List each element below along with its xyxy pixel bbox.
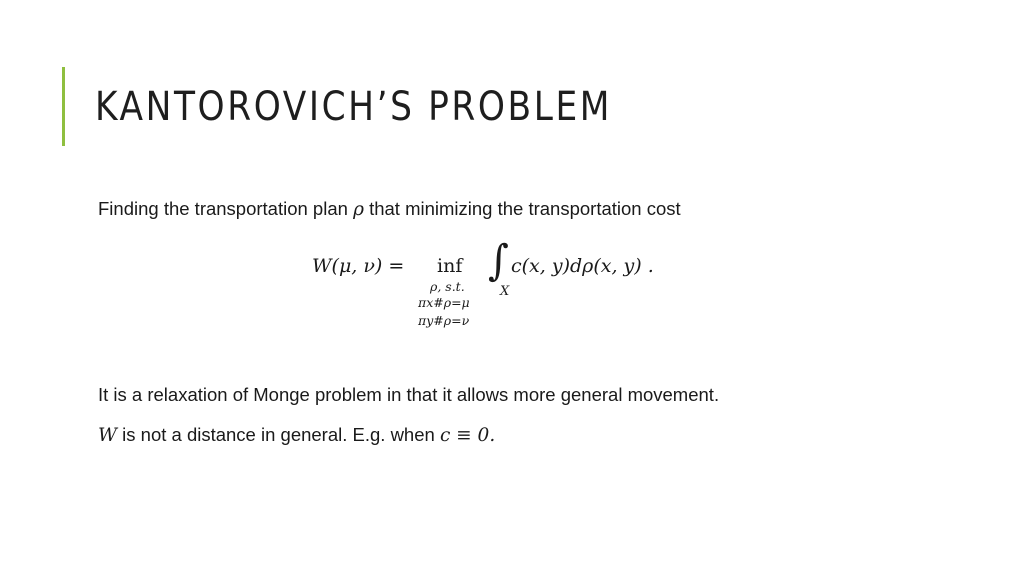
constraint-rho: ρ, s.t. xyxy=(430,279,465,294)
infimum-operator: inf xyxy=(437,255,463,277)
intro-text-after: that minimizing the transportation cost xyxy=(363,198,681,219)
integral-sign: ∫ xyxy=(488,236,509,286)
relaxation-sentence: It is a relaxation of Monge problem in that it allows more general movement. xyxy=(98,384,720,405)
distance-sentence xyxy=(98,424,495,446)
slide-title: KANTOROVICH’S PROBLEM xyxy=(95,84,613,130)
integral-domain: X xyxy=(500,284,510,299)
cost-condition: c ≡ 0. xyxy=(439,425,496,446)
constraint-y-marginal: πy#ρ=ν xyxy=(418,313,470,328)
distance-text: is not a distance in general. E.g. when xyxy=(117,424,440,445)
title-accent-bar xyxy=(62,67,65,146)
intro-sentence xyxy=(98,198,681,220)
constraint-x-marginal: πx#ρ=μ xyxy=(418,295,470,310)
integrand: c(x, y)dρ(x, y) . xyxy=(511,255,654,277)
intro-text-before: Finding the transportation plan xyxy=(98,198,354,219)
equation-lhs: W(μ, ν) = xyxy=(312,255,405,277)
rho-symbol: ρ xyxy=(353,199,364,220)
w-symbol: W xyxy=(98,425,118,446)
